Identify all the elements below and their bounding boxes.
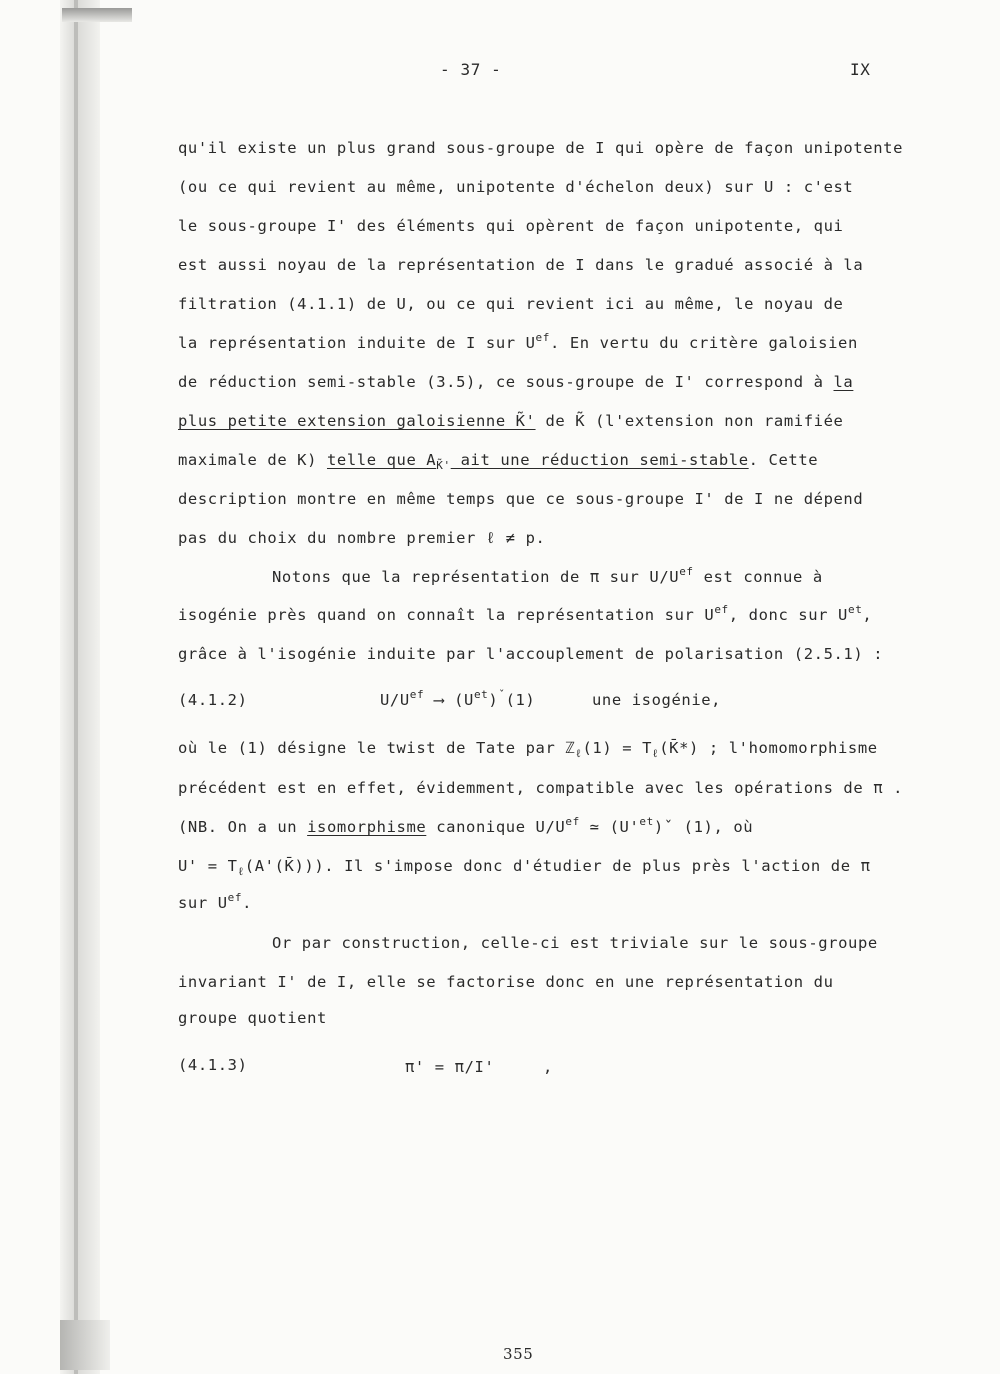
text-line: description montre en même temps que ce sous-groupe I' de I ne dépend <box>178 490 864 508</box>
text-line: qu'il existe un plus grand sous-groupe de I qui opère de façon unipotente <box>178 139 904 157</box>
equation-label: (4.1.3) <box>178 1056 248 1074</box>
text-line: pas du choix du nombre premier ℓ ≠ p. <box>178 529 546 547</box>
text-line: sur $U^{ef}$. <box>178 891 253 912</box>
equation-4-1-2: $U/U^{ef}$ ⟶ $(U^{et})^ˇ(1)$ <box>380 688 536 709</box>
text-line: est aussi noyau de la représentation de I dans le gradué associé à la <box>178 256 864 274</box>
equation-text: une isogénie, <box>592 691 722 709</box>
equation-label: (4.1.2) <box>178 691 248 709</box>
text-line: précédent est en effet, évidemment, compatible avec les opérations de π . <box>178 779 904 797</box>
binding-bottom-mark <box>60 1320 110 1370</box>
page-binding-shadow <box>60 0 100 1374</box>
text-line: plus petite extension galoisienne K̃' de K̃ (l'extension non ramifiée <box>178 412 844 430</box>
text-line: de réduction semi-stable (3.5), ce sous-groupe de I' correspond à la <box>178 373 854 391</box>
text-line: maximale de K) telle que $A_{K̃'}$ ait une réduction semi-stable. Cette <box>178 451 819 472</box>
text-line: Or par construction, celle-ci est triviale sur le sous-groupe <box>272 934 878 952</box>
binding-crease <box>74 0 78 1374</box>
footer-page-number: 355 <box>503 1345 534 1363</box>
binding-top-mark <box>62 8 132 22</box>
equation-4-1-3: π' = π/I' <box>405 1058 495 1076</box>
text-line: isogénie près quand on connaît la représentation sur $U^{ef}$, donc sur $U^{et}$, <box>178 603 873 624</box>
text-line: invariant I' de I, elle se factorise donc en une représentation du <box>178 973 834 991</box>
text-line: (NB. On a un isomorphisme canonique $U/U^{ef}$ ≃ $(U'^{et})ˇ$ (1), où <box>178 815 754 836</box>
text-line: le sous-groupe I' des éléments qui opèrent de façon unipotente, qui <box>178 217 844 235</box>
text-line: la représentation induite de I sur $U^{ef}$. En vertu du critère galoisien <box>178 331 858 352</box>
text-line: où le (1) désigne le twist de Tate par ℤ$_\ell$(1) = $T_\ell(K̄*)$ ; l'homomorphisme <box>178 739 878 760</box>
text-line: grâce à l'isogénie induite par l'accouplement de polarisation (2.5.1) : <box>178 645 884 663</box>
text-line: (ou ce qui revient au même, unipotente d'échelon deux) sur U : c'est <box>178 178 854 196</box>
text-line: Notons que la représentation de π sur $U/U^{ef}$ est connue à <box>272 565 823 586</box>
text-line: $U' = T_\ell(A'(K̄))$). Il s'impose donc d'étudier de plus près l'action de π <box>178 857 871 878</box>
page-number: - 37 - <box>440 60 502 79</box>
text-line: filtration (4.1.1) de U, ou ce qui revient ici au même, le noyau de <box>178 295 844 313</box>
text-line: groupe quotient <box>178 1009 327 1027</box>
equation-comma: , <box>543 1058 553 1076</box>
chapter-number: IX <box>850 60 871 79</box>
